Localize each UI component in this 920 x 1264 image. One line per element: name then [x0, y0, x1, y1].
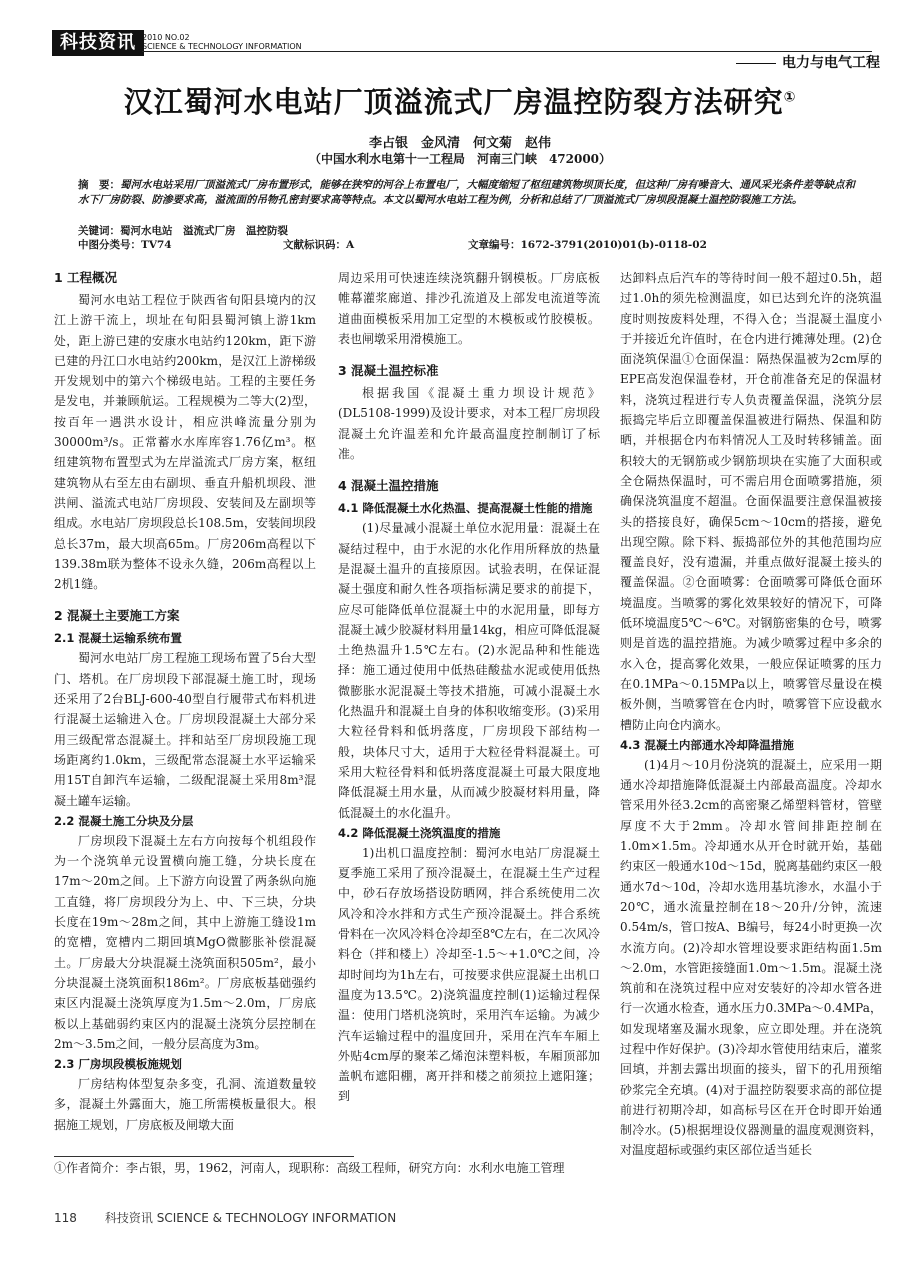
- page-number: 118: [54, 1211, 77, 1225]
- article-number: [468, 238, 707, 252]
- footer-journal: 科技资讯 SCIENCE & TECHNOLOGY INFORMATION: [104, 1211, 397, 1225]
- abstract-text: 蜀河水电站采用厂顶溢流式厂房布置形式，能够在狭窄的河谷上布置电厂，大幅度缩短了枢纽建筑物坝顶长度，但这种厂房有噪音大、通风采光条件差等缺点和水下厂房防裂、防渗要求高，溢流面的吊物孔密封要求高等特点。本文以蜀河水电站工程为例，分析和总结了厂顶溢流式厂房坝段混凝土温控防裂施工方法。: [78, 179, 855, 206]
- doc-code-label: 文献标识码：: [283, 239, 346, 251]
- paper-title-text: 汉江蜀河水电站厂顶溢流式厂房温控防裂方法研究: [123, 85, 784, 119]
- footnote-rule: [54, 1156, 354, 1157]
- article-number-label: 文章编号：: [468, 239, 521, 251]
- keywords-line: [78, 224, 288, 238]
- heading-2-3: 2.3 厂房坝段模板施规划: [54, 1057, 182, 1072]
- paragraph: 根据我国《混凝土重力坝设计规范》(DL5108-1999)及设计要求，对本工程厂房坝段混凝土允许温差和允许最高温度控制制订了标准。: [338, 386, 600, 462]
- issue-number: 2010 NO.02: [142, 33, 190, 42]
- paragraph: 1)出机口温度控制：蜀河水电站厂房混凝土夏季施工采用了预冷混凝土，在混凝土生产过程中，砂石存放场搭设防晒网，拌合系统使用二次风冷和冷水拌和方式生产预冷混凝土。拌合系统骨料在一次风冷料仓冷却至8℃左右，在二次风冷料仓（拌和楼上）冷却至-1.5～+1.0℃之间，冷却时间均为1h左右，可按要求供应混凝土出机口温度为13.5℃。2)浇筑温度控制(1)运输过程保温：使用门塔机浇筑时，采用汽车运输。为减少汽车运输过程中的温度回升，采用在汽车车厢上外贴4cm厚的聚苯乙烯泡沫塑料板，车厢顶部加盖帆布遮阳棚，离开拌和楼之前须拉上遮阳篷；到: [338, 845, 600, 1104]
- abstract-label: 摘 要：: [78, 179, 120, 191]
- author-footnote: ①作者简介：李占银，男，1962，河南人，现职称：高级工程师，研究方向：水利水电施工管理: [54, 1161, 565, 1175]
- abstract: [78, 178, 858, 208]
- classification-line: [78, 238, 858, 252]
- authors: 李占银 金风清 何文菊 赵伟: [368, 136, 551, 151]
- doc-code: [283, 238, 354, 252]
- paragraph: 厂房坝段下混凝土左右方向按每个机组段作为一个浇筑单元设置横向施工缝，分块长度在17m～20m之间。上下游方向设置了两条纵向施工直缝，将厂房坝段分为上、中、下三块，分块长度在19m～28m之间，其中上游施工缝设1m的宽槽，宽槽内二期回填MgO微膨胀补偿混凝土。厂房最大分块混凝土浇筑面积505m²，最小分块混凝土浇筑面积186m²。厂房底板基础强约束区内混凝土浇筑厚度为1.5m～2.0m，厂房底板以上基础弱约束区内的混凝土浇筑分层控制在2m～3.5m之间，一般分层高度为3m。: [54, 833, 316, 1051]
- clc-label: 中图分类号：: [78, 239, 141, 251]
- paragraph: 蜀河水电站工程位于陕西省旬阳县境内的汉江上游干流上，坝址在旬阳县蜀河镇上游1km处，距上游已建的安康水电站约120km，距下游已建的丹江口水电站约200km，是汉江上游梯级开发规划中的第六个梯级电站。工程的主要任务是发电，并兼顾航运。工程规模为二等大(2)型，按百年一遇洪水设计，相应洪峰流量分别为30000m³/s。正常蓄水水库库容1.76亿m³。枢纽建筑物布置型式为左岸溢流式厂房方案，枢纽建筑物从右至左由右副坝、垂直升船机坝段、泄洪闸、溢流式电站厂房坝段、安装间及左副坝等组成。水电站厂房坝段总长108.5m，安装间坝段总长37m，最大坝高65m。厂房206m高程以下139.38m联为整体不设永久缝，206m高程以上2机1缝。: [54, 293, 316, 592]
- journal-meta: [142, 33, 302, 51]
- clc-value: TV74: [141, 239, 172, 251]
- title-footnote-mark: ①: [783, 89, 797, 106]
- keywords: 蜀河水电站 溢流式厂房 温控防裂: [120, 225, 288, 237]
- heading-4-3: 4.3 混凝土内部通水冷却降温措施: [620, 737, 794, 752]
- heading-4-1: 4.1 降低混凝土水化热温、提高混凝土性能的措施: [338, 501, 593, 516]
- heading-2-1: 2.1 混凝土运输系统布置: [54, 631, 182, 646]
- paragraph: 蜀河水电站厂房工程施工现场布置了5台大型门、塔机。在厂房坝段下部混凝土施工时，现场还采用了2台BLJ-600-40型自行履带式布料机进行混凝土运输进入仓。厂房坝段混凝土大部分采用三级配常态混凝土。拌和站至厂房坝段施工现场距离约1.0km，三级配常态混凝土水平运输采用15T自卸汽车运输，二级配混凝土采用8m³混凝土罐车运输。: [54, 651, 316, 808]
- section-label: 电力与电气工程: [736, 52, 880, 72]
- affiliation: （中国水利水电第十一工程局 河南三门峡 472000）: [308, 152, 612, 166]
- paragraph: 厂房结构体型复杂多变，孔洞、流道数量较多，混凝土外露面大，施工所需模板量很大。根据施工规划，厂房底板及闸墩大面: [54, 1077, 316, 1132]
- heading-1: 1 工程概况: [54, 270, 118, 285]
- paragraph: 达卸料点后汽车的等待时间一般不超过0.5h，超过1.0h的须先检测温度，如已达到允许的浇筑温度时则按废料处理，不得入仓；当混凝土温度小于并接近允许值时，在仓内进行摊薄处理。(2)仓面浇筑保温①仓面保温：隔热保温被为2cm厚的EPE高发泡保温卷材，开仓前准备充足的保温材料，浇筑过程进行专人负责覆盖保温，浇筑分层振捣完毕后立即覆盖保温被进行隔热、保温和防晒，并根据仓内布料情况人工及时转移铺盖。面积较大的无钢筋或少钢筋坝块在实施了大面积或全仓隔热保温时，可不需启用仓面喷雾措施，须确保浇筑温度不超温。仓面保温要注意保温被接头的搭接良好，确保5cm～10cm的搭接，避免出现空隙。除下料、振捣部位外的其他范围均应覆盖良好，没有遗漏，并重点做好混凝土接头的覆盖保温。②仓面喷雾：仓面喷雾可降低仓面环境温度。当喷雾的雾化效果较好的情况下，可降低环境温度5℃～6℃。对钢筋密集的仓号，喷雾则是首选的温控措施。为减少喷雾过程中多余的水入仓，提高雾化效果，一般应保证喷雾的压力在0.1MPa～0.15MPa以上，喷雾管尽量设在模板外侧，当喷雾管在仓内时，喷雾管下应设截水槽防止向仓内滴水。: [620, 271, 882, 732]
- doc-code-value: A: [346, 239, 355, 251]
- heading-4-2: 4.2 降低混凝土浇筑温度的措施: [338, 825, 501, 840]
- column-middle: [338, 268, 600, 1107]
- paragraph: (1)尽量减小混凝土单位水泥用量：混凝土在凝结过程中，由于水泥的水化作用所释放的热量是混凝土温升的直接原因。试验表明，在保证混凝土强度和耐久性各项指标满足要求的前提下，应尽可能降低单位混凝土中的水泥用量，即每方混凝土减少胶凝材料用量14kg，相应可降低混凝土绝热温升1.5℃左右。(2)水泥品种和性能选择：施工通过使用中低热硅酸盐水泥或使用低热微膨胀水泥混凝土等技术措施，可减小混凝土水化热温升和混凝土自身的体积收缩变形。(3)采用大粒径骨料和低坍落度，厂房坝段下部结构一般，块体尺寸大，适用于大粒径骨料混凝土。可采用大粒径骨料和低坍落度混凝土可最大限度地降低混凝土用水量，从而减少胶凝材料用量，降低混凝土的水化温升。: [338, 521, 600, 820]
- column-right: [620, 268, 882, 1161]
- heading-2-2: 2.2 混凝土施工分块及分层: [54, 813, 194, 828]
- paper-title: [0, 80, 920, 121]
- journal-brand: 科技资讯: [52, 30, 144, 56]
- column-left: [54, 268, 316, 1135]
- article-number-value: 1672-3791(2010)01(b)-0118-02: [520, 239, 707, 251]
- paragraph: (1)4月～10月份浇筑的混凝土，应采用一期通水冷却措施降低混凝土内部最高温度。冷却水管采用外径3.2cm的高密聚乙烯塑料管材，管壁厚度不大于2mm。冷却水管间排距控制在1.0m×1.5m。冷却通水从开仓时就开始，基础约束区一般通水10d～15d，脱离基础约束区一般通水7d～10d，冷却水选用基坑渗水，水温小于20℃，通水流量控制在18～20升/分钟，流速0.54m/s，管口按A、B编号，每24小时更换一次水流方向。(2)冷却水管埋设要求距结构面1.5m～2.0m，水管距接缝面1.0m～1.5m。混凝土浇筑前和在浇筑过程中应对安装好的冷却水管各进行一次通水检查，通水压力0.3MPa～0.4MPa，如发现堵塞及漏水现象，应立即处理。并在浇筑过程中作好保护。(3)冷却水管使用结束后，灌浆回填，并割去露出坝面的接头，留下的孔用预缩砂浆完全充填。(4)对于温控防裂要求高的部位提前进行初期冷却，如高标号区在开仓时即开始通制冷水。(5)根据埋设仪器测量的温度观测资料，对温度超标或强约束区部位适当延长: [620, 757, 882, 1158]
- paragraph: 周边采用可快速连续浇筑翻升钢模板。厂房底板帷幕灌浆廊道、排沙孔流道及上部发电流道等流道曲面模板采用加工定型的木模板或竹胶模板。表也闸墩采用滑模施工。: [338, 271, 600, 346]
- heading-2: 2 混凝土主要施工方案: [54, 608, 180, 624]
- journal-english-name: SCIENCE & TECHNOLOGY INFORMATION: [142, 42, 302, 51]
- page-footer: [54, 1209, 396, 1226]
- heading-4: 4 混凝土温控措施: [338, 478, 439, 494]
- keywords-label: 关键词：: [78, 225, 120, 237]
- heading-3: 3 混凝土温控标准: [338, 363, 439, 379]
